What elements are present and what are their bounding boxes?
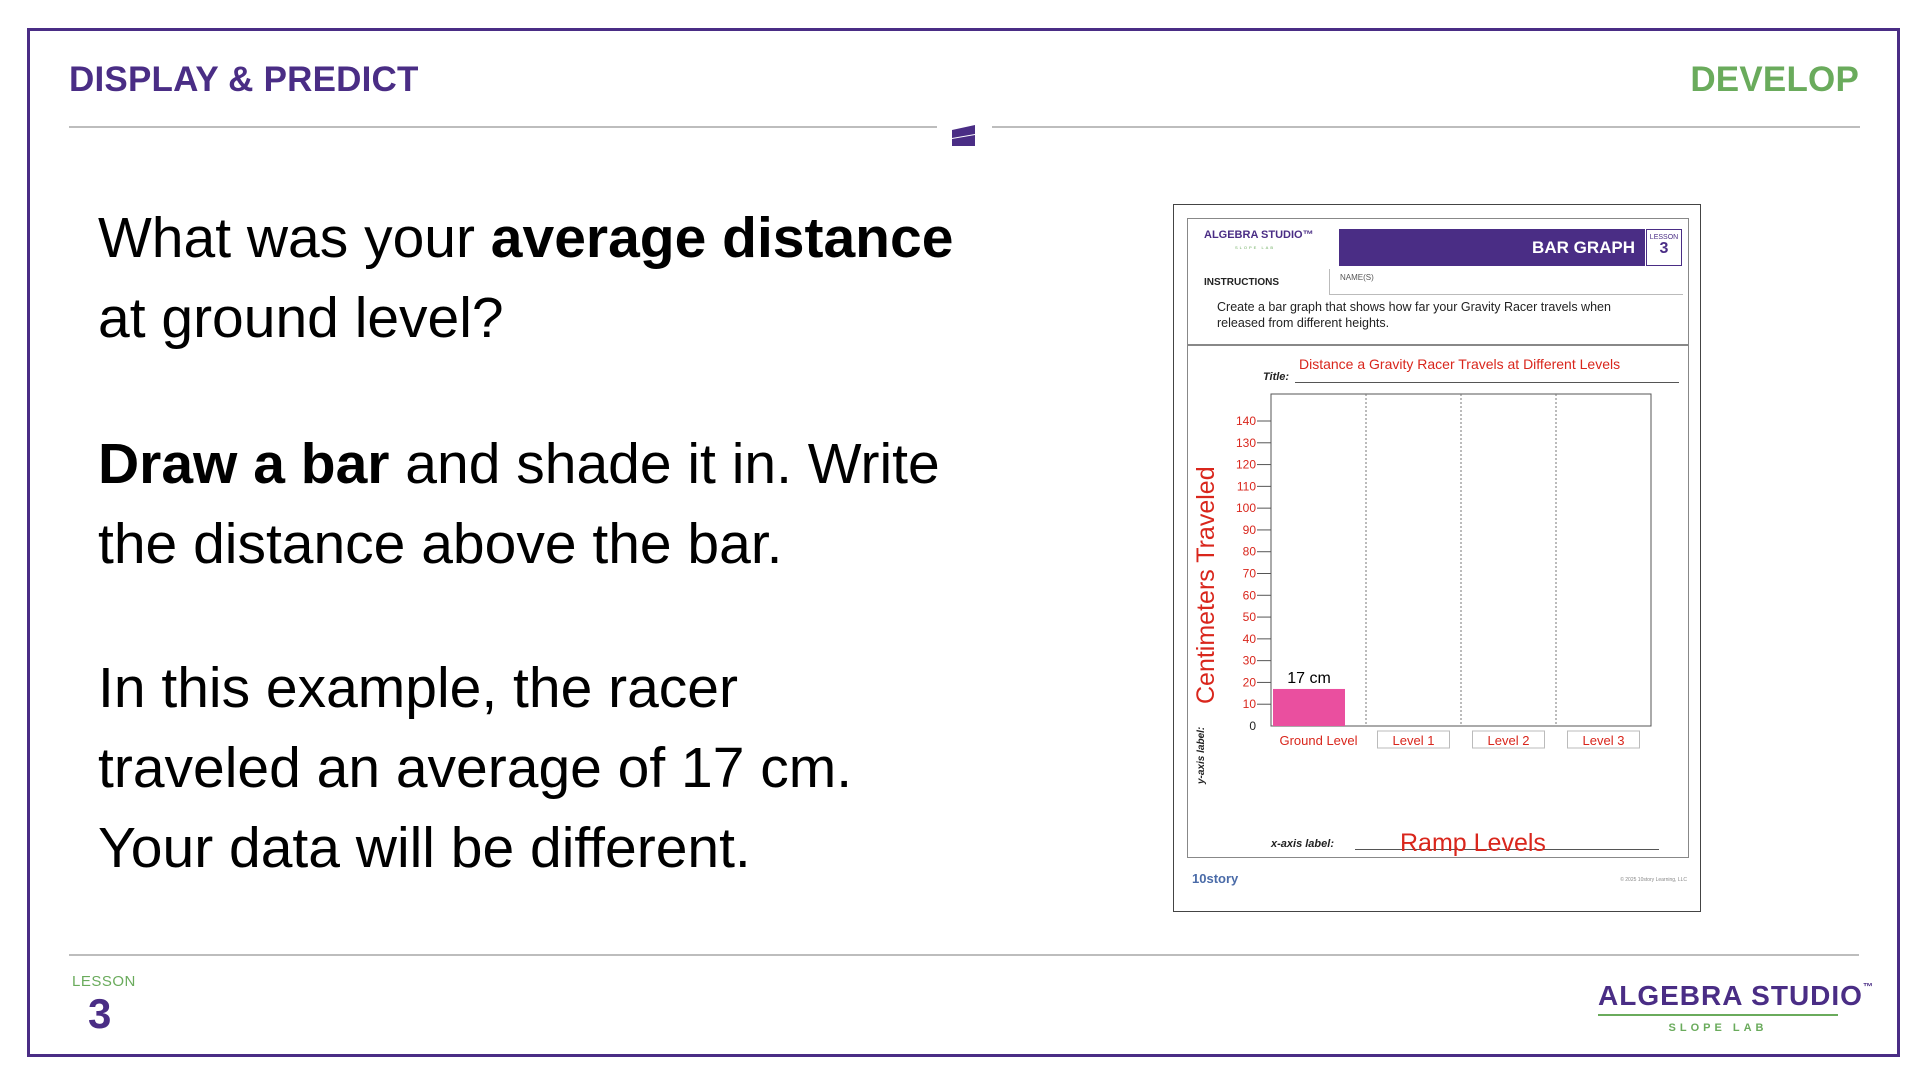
y-tick-label: 100 (1235, 501, 1256, 516)
bar (1273, 689, 1345, 726)
brand-trademark: ™ (1862, 982, 1874, 993)
y-tick-label: 140 (1235, 414, 1256, 428)
y-tick-label: 30 (1242, 653, 1256, 668)
worksheet-inner (1187, 218, 1689, 858)
x-axis-label-caption: x-axis label: (1271, 838, 1334, 850)
example-text-line3: Your data will be different. (98, 816, 751, 880)
worksheet-instructions-label: INSTRUCTIONS (1204, 277, 1279, 288)
instruction-text: and shade it in. Write (389, 432, 940, 496)
bar-graph-worksheet (1173, 204, 1701, 912)
chart-title: Distance a Gravity Racer Travels at Different Levels (1299, 356, 1621, 372)
worksheet-title: BAR GRAPH (1532, 238, 1635, 257)
x-tick-label: Level 3 (1582, 733, 1625, 748)
question-text-line2: at ground level? (98, 286, 504, 350)
copyright-text: © 2025 10story Learning, LLC (1620, 877, 1687, 883)
y-tick-label: 10 (1242, 697, 1256, 712)
y-tick-label: 110 (1236, 479, 1256, 494)
bar-chart (1188, 219, 1690, 859)
y-axis-label-caption: y-axis label: (1196, 726, 1207, 784)
brand-name-text: ALGEBRA STUDIO (1598, 980, 1863, 1011)
y-tick-label: 20 (1242, 675, 1256, 690)
instruction-text-line2: the distance above the bar. (98, 512, 783, 576)
question-paragraph (98, 198, 1098, 358)
slope-mark-icon (952, 125, 975, 146)
y-tick-label: 40 (1242, 631, 1256, 646)
y-tick-label: 90 (1242, 522, 1256, 537)
question-emphasis: average distance (490, 206, 954, 270)
brand-logo (1598, 980, 1874, 1034)
instruction-paragraph (98, 424, 1098, 584)
brand-name (1598, 980, 1874, 1012)
instruction-emphasis: Draw a bar (98, 432, 390, 496)
question-text: What was your (98, 206, 491, 270)
publisher-logo: 10story (1192, 871, 1239, 886)
y-tick-label: 0 (1249, 719, 1256, 733)
bar-data-label: 17 cm (1287, 669, 1331, 687)
y-axis-label: Centimeters Traveled (1192, 466, 1220, 704)
lesson-label: LESSON (72, 973, 136, 990)
header-divider-left (69, 126, 937, 128)
y-tick-label: 70 (1242, 566, 1256, 581)
y-tick-label: 120 (1235, 457, 1256, 472)
worksheet-brand: ALGEBRA STUDIO™ (1204, 229, 1314, 241)
x-tick-label: Ground Level (1279, 733, 1358, 748)
x-tick-label: Level 1 (1392, 733, 1435, 748)
worksheet-brand-sub: SLOPE LAB (1235, 245, 1276, 250)
brand-subtitle: SLOPE LAB (1668, 1022, 1768, 1034)
worksheet-name-label: NAME(S) (1340, 273, 1374, 282)
worksheet-instructions-text: Create a bar graph that shows how far your Gravity Racer travels when released from different heights. (1217, 300, 1611, 330)
brand-underline (1598, 1014, 1838, 1016)
worksheet-lesson-label: LESSON (1649, 234, 1679, 241)
y-tick-label: 50 (1242, 610, 1256, 625)
section-title-right: DEVELOP (1690, 60, 1859, 99)
y-tick-label: 80 (1242, 544, 1256, 559)
header-divider-right (992, 126, 1860, 128)
x-tick-label: Level 2 (1487, 733, 1530, 748)
x-axis-label: Ramp Levels (1400, 829, 1546, 857)
y-tick-label: 60 (1242, 588, 1256, 603)
example-text-line1: In this example, the racer (98, 656, 738, 720)
footer-divider (69, 954, 1859, 956)
worksheet-lesson-number: 3 (1659, 240, 1669, 257)
lesson-number: 3 (88, 990, 112, 1037)
chart-title-label: Title: (1263, 371, 1290, 383)
y-tick-label: 130 (1235, 435, 1256, 450)
example-text-line2: traveled an average of 17 cm. (98, 736, 853, 800)
example-paragraph (98, 648, 1098, 888)
section-title-left: DISPLAY & PREDICT (69, 60, 419, 99)
